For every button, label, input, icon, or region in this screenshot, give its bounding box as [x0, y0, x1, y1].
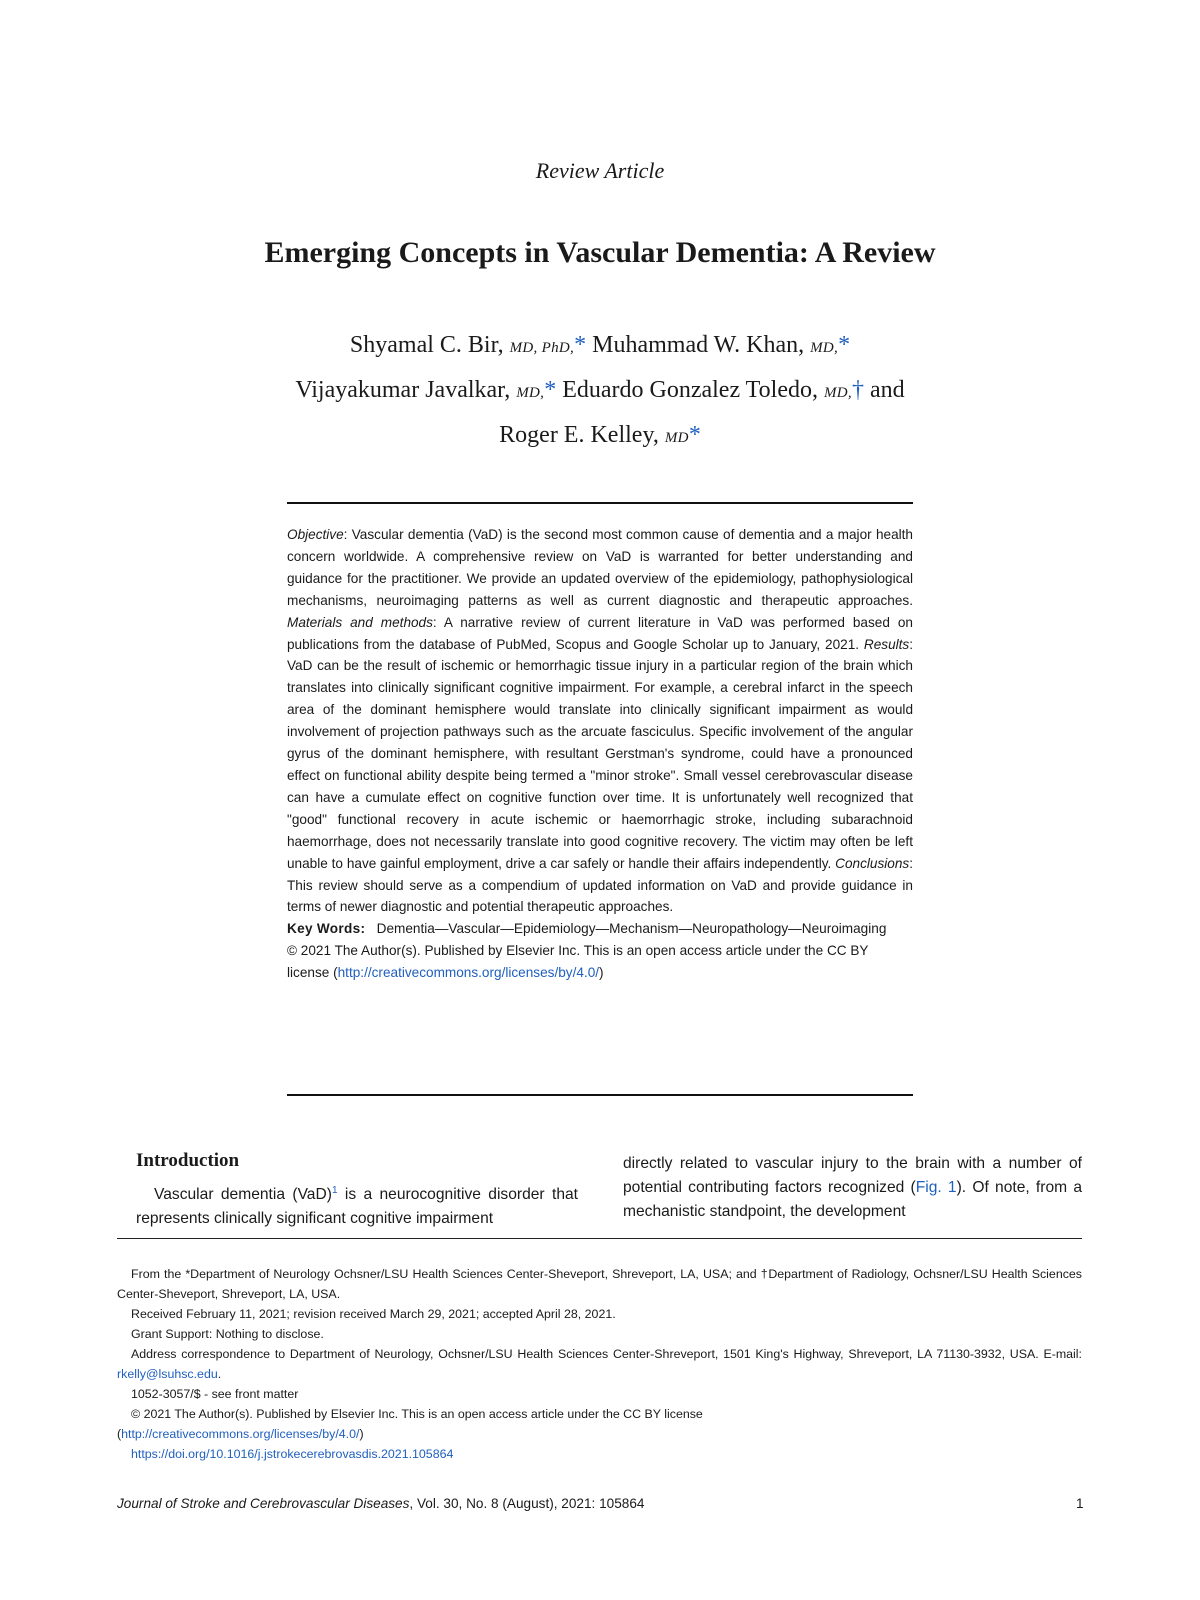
- affiliation-marker[interactable]: *: [688, 422, 701, 448]
- footnotes-block: [117, 1264, 1082, 1464]
- author-name: Eduardo Gonzalez Toledo,: [562, 377, 818, 403]
- abstract-bottom-rule: [287, 1094, 913, 1096]
- author-name: Muhammad W. Khan,: [592, 332, 805, 358]
- intro-text: directly related to vascular injury to the brain with a number of potential contributing factors recognized (: [623, 1155, 1082, 1196]
- article-type-label: Review Article: [535, 158, 665, 183]
- author-degree: MD, PhD,: [509, 340, 575, 356]
- intro-right-column: [623, 1152, 1082, 1224]
- footnote-affiliation: From the *Department of Neurology Ochsner/LSU Health Sciences Center-Sheveport, Shreveport, LA, USA; and †Department of Radiology, Ochsner/LSU Health Sciences Center-Sheveport, Shreveport, LA, USA.: [117, 1267, 1082, 1301]
- footnote-rule: [117, 1238, 1082, 1239]
- author-degree: MD,: [516, 385, 545, 401]
- intro-paragraph: [623, 1152, 1082, 1224]
- author-degree: MD,: [823, 385, 852, 401]
- author-line-2: [0, 369, 1200, 414]
- address-text: Address correspondence to Department of Neurology, Ochsner/LSU Health Sciences Center-Shreveport, 1501 King's Highway, Shreveport, LA 71130-3932, USA. E-mail:: [131, 1347, 1082, 1361]
- intro-text: ). Of note, from a mechanistic standpoint, the development: [623, 1179, 1083, 1220]
- footnote-address: [117, 1344, 1082, 1384]
- footnote-received: Received February 11, 2021; revision received March 29, 2021; accepted April 28, 2021.: [131, 1307, 616, 1321]
- intro-left-column: [136, 1179, 578, 1231]
- author-name: Shyamal C. Bir,: [349, 332, 504, 358]
- footnote-license-link[interactable]: http://creativecommons.org/licenses/by/4.0/: [121, 1427, 360, 1441]
- affiliation-marker[interactable]: *: [544, 377, 557, 403]
- affiliation-marker[interactable]: *: [838, 332, 851, 358]
- footnote-grant: Grant Support: Nothing to disclose.: [131, 1327, 324, 1341]
- footnote-doi: [117, 1444, 1082, 1464]
- abstract-conclusions-text: : This review should serve as a compendium of updated information on VaD and provide guidance in terms of newer diagnostic and potential therapeutic approaches.: [287, 855, 913, 915]
- doi-link[interactable]: https://doi.org/10.1016/j.jstrokecerebrovasdis.2021.105864: [131, 1447, 454, 1461]
- author-line-1: [0, 324, 1200, 369]
- abstract-results-label: Results: [863, 636, 910, 652]
- address-end: .: [217, 1367, 222, 1381]
- keywords-text: Dementia—Vascular—Epidemiology—Mechanism—Neuropathology—Neuroimaging: [376, 921, 887, 937]
- email-link[interactable]: rkelly@lsuhsc.edu: [117, 1367, 218, 1381]
- affiliation-marker[interactable]: *: [574, 332, 587, 358]
- abstract-block: [287, 524, 913, 984]
- figure-1-link[interactable]: Fig. 1: [915, 1179, 957, 1196]
- affiliation-marker[interactable]: †: [851, 377, 864, 403]
- abstract-results-text: : VaD can be the result of ischemic or hemorrhagic tissue injury in a particular region of the brain which translates into clinically significant cognitive impairment. For example, a cerebral infarct in the speech area of the dominant hemisphere would translate into clinically significant impairment as would involvement of projection pathways such as the arcuate fasciculus. Specific involvement of the angular gyrus of the dominant hemisphere, with resultant Gerstman's syndrome, could have a pronounced effect on functional ability despite being termed a "minor stroke". Small vessel cerebrovascular disease can have a cumulate effect on cognitive function over time. It is unfortunately well recognized that "good" functional recovery in acute ischemic or haemorrhagic stroke, including subarachnoid haemorrhage, does not necessarily translate into good cognitive recovery. The victim may often be left unable to have gainful employment, drive a car safely or handle their affairs independently.: [287, 636, 913, 871]
- footnote-copyright: © 2021 The Author(s). Published by Elsevier Inc. This is an open access article under the CC BY license: [131, 1407, 703, 1421]
- author-list: [0, 324, 1200, 459]
- journal-name: Journal of Stroke and Cerebrovascular Diseases: [117, 1496, 410, 1511]
- abstract-license-link[interactable]: http://creativecommons.org/licenses/by/4.0/: [337, 965, 600, 981]
- author-degree: MD,: [810, 340, 839, 356]
- license-close: ): [359, 1427, 364, 1441]
- author-degree: MD: [664, 430, 689, 446]
- journal-citation: [117, 1496, 644, 1511]
- page-number: 1: [1076, 1496, 1084, 1511]
- journal-issue: , Vol. 30, No. 8 (August), 2021: 105864: [409, 1496, 645, 1511]
- intro-text: is a neurocognitive disorder that represents clinically significant cognitive impairment: [136, 1186, 578, 1228]
- abstract-copyright-close: ): [599, 965, 604, 981]
- abstract-methods-label: Materials and methods: [287, 614, 433, 630]
- intro-paragraph: [136, 1179, 578, 1231]
- abstract-conclusions-label: Conclusions: [835, 855, 910, 871]
- keywords: [287, 918, 913, 940]
- footnote-license: [117, 1424, 1082, 1444]
- author-name: Vijayakumar Javalkar,: [295, 377, 511, 403]
- footnote-issn: 1052-3057/$ - see front matter: [131, 1387, 299, 1401]
- abstract-top-rule: [287, 502, 913, 504]
- abstract-copyright-text: © 2021 The Author(s). Published by Elsevier Inc. This is an open access article under the CC BY license (: [287, 943, 869, 981]
- abstract-objective-label: Objective: [287, 527, 344, 542]
- abstract-text: [287, 524, 913, 918]
- author-conjunction: and: [869, 377, 905, 403]
- keywords-label: Key Words:: [287, 921, 366, 937]
- author-line-3: [0, 414, 1200, 459]
- abstract-copyright: [287, 940, 913, 984]
- article-title: Emerging Concepts in Vascular Dementia: A Review: [264, 236, 936, 269]
- abstract-objective-text: : Vascular dementia (VaD) is the second most common cause of dementia and a major health concern worldwide. A comprehensive review on VaD is warranted for better understanding and guidance for the practitioner. We provide an updated overview of the epidemiology, pathophysiological mechanisms, neuroimaging patterns as well as current diagnostic and therapeutic approaches.: [287, 527, 913, 608]
- reference-1-link[interactable]: 1: [331, 1185, 338, 1196]
- author-name: Roger E. Kelley,: [499, 422, 659, 448]
- intro-text: Vascular dementia (VaD): [154, 1186, 332, 1204]
- license-open: (: [117, 1427, 122, 1441]
- introduction-heading: Introduction: [136, 1150, 240, 1171]
- abstract-methods-text: : A narrative review of current literature in VaD was performed based on publications from the database of PubMed, Scopus and Google Scholar up to January, 2021.: [287, 614, 913, 652]
